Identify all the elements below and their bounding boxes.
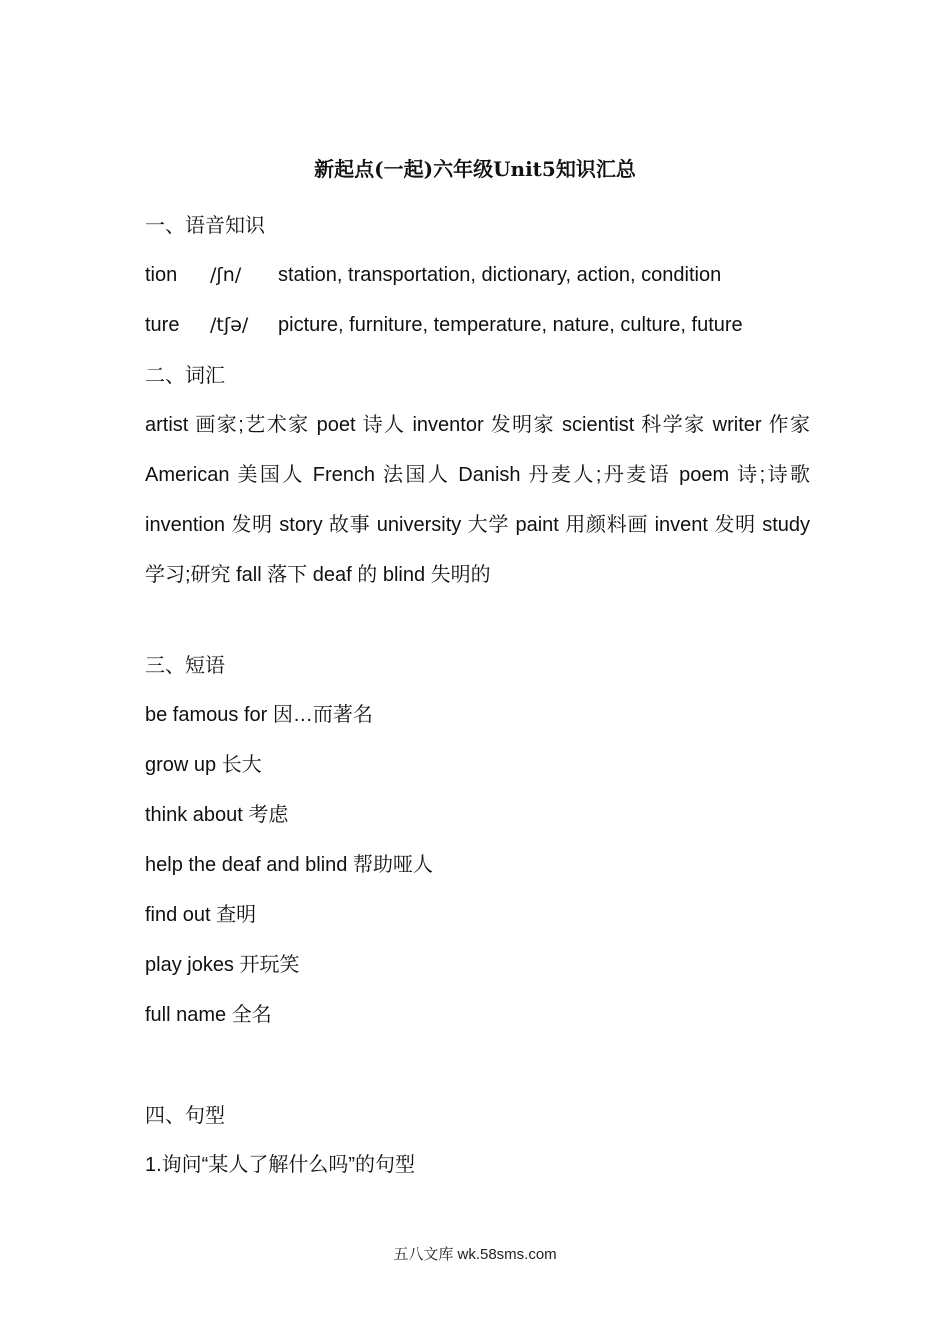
section-heading-phonetics: 一、语音知识 [145, 213, 265, 237]
phonetic-examples: picture, furniture, temperature, nature, culture, future [278, 314, 743, 336]
phrase-item: full name 全名 [145, 1004, 272, 1026]
spacer [145, 600, 810, 650]
phonetic-examples: station, transportation, dictionary, action, condition [278, 264, 722, 286]
vocabulary-paragraph: artist 画家;艺术家 poet 诗人 inventor 发明家 scientist 科学家 writer 作家 American 美国人 French 法国人 Danish 丹麦人;丹麦语 poem 诗;诗歌 invention 发明 story 故事 university 大学 paint 用颜料画 invent 发明 study 学习;研究 fall 落下 deaf 的 blind 失明的 [145, 414, 810, 586]
spacer [145, 1050, 810, 1100]
document-body [145, 210, 810, 1200]
section-heading-sentences: 四、句型 [145, 1103, 225, 1127]
phonetic-suffix: ture [145, 314, 180, 336]
section-heading-vocabulary: 二、词汇 [145, 363, 225, 387]
phonetic-suffix: tion [145, 264, 178, 286]
phonetic-row [145, 310, 810, 360]
phonetic-ipa: /tʃə/ [210, 314, 249, 336]
phrase-item: grow up 长大 [145, 754, 262, 776]
phrase-item: find out 查明 [145, 904, 257, 926]
section-heading-phrases: 三、短语 [145, 653, 225, 677]
phrase-item: be famous for 因…而著名 [145, 704, 373, 726]
phrase-item: think about 考虑 [145, 804, 289, 826]
phonetic-ipa: /ʃn/ [210, 264, 242, 286]
phrase-item: help the deaf and blind 帮助哑人 [145, 854, 433, 876]
document-title: 新起点(一起)六年级Unit5知识汇总 [314, 157, 636, 181]
phonetic-row [145, 260, 810, 310]
sentence-pattern-item: 1.询问“某人了解什么吗”的句型 [145, 1154, 415, 1176]
page-footer: 五八文库 wk.58sms.com [393, 1246, 557, 1263]
phrase-item: play jokes 开玩笑 [145, 954, 300, 976]
